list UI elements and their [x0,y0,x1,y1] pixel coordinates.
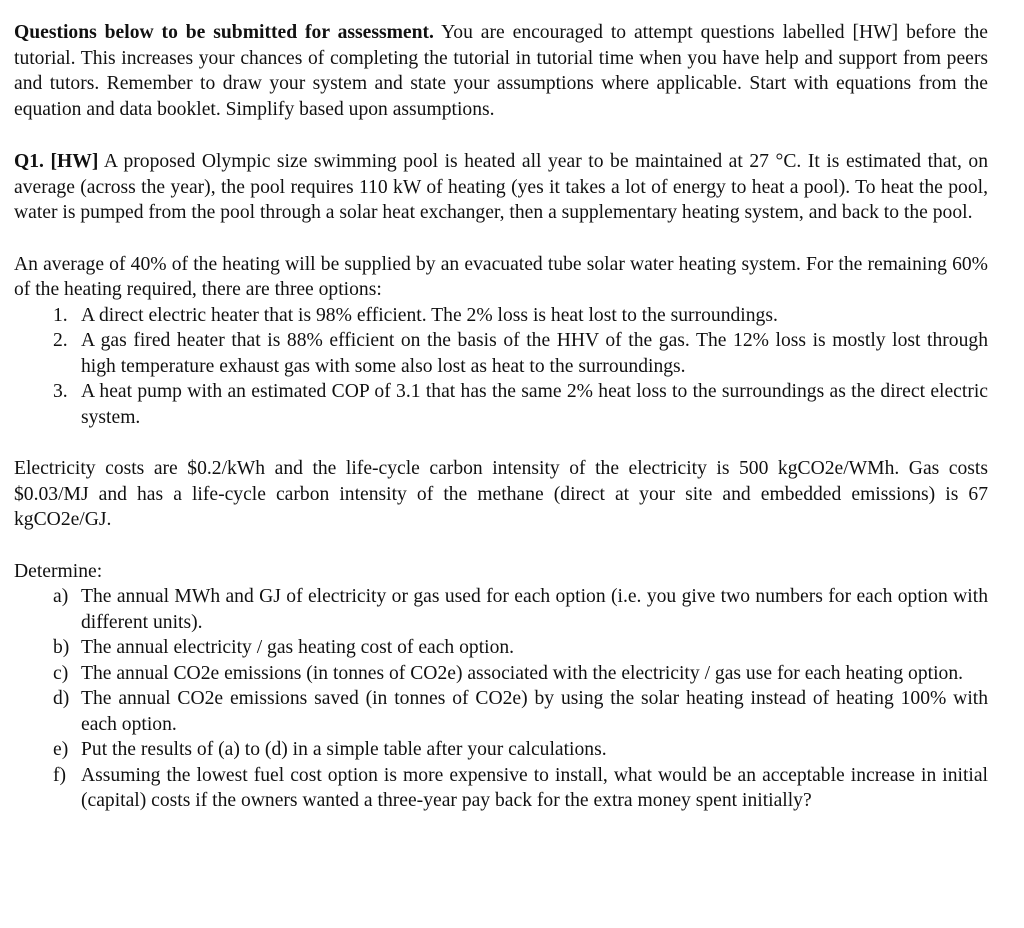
option-number: 3. [53,381,68,402]
part-item [14,686,988,737]
option-text: A direct electric heater that is 98% efficient. The 2% loss is heat lost to the surroundings. [81,304,778,326]
part-item [14,635,988,661]
intro-text: You are encouraged to attempt questions labelled [HW] before the tutorial. This increases your chances of completing the tutorial in tutorial time when you have help and support from peers and tutors. Remember to draw your system and state your assumptions where applicable. Start with equations from the equation and data booklet. Simplify based upon assumptions. [14,22,988,120]
part-label: a) [53,586,69,607]
part-item [14,763,988,814]
determine-heading: Determine: [14,560,103,582]
part-text: The annual electricity / gas heating cost of each option. [81,637,515,658]
option-number: 1. [53,304,68,326]
question-1-paragraph [14,149,988,226]
question-1-text: A proposed Olympic size swimming pool is heated all year to be maintained at 27 °C. It is estimated that, on average (across the year), the pool requires 110 kW of heating (yes it takes a lot of energy to heat a pool). To heat the pool, water is pumped from the pool through a solar heat exchanger, then a supplementary heating system, and back to the pool. [14,151,989,223]
part-label: f) [53,764,67,786]
part-item [14,584,988,635]
options-intro: An average of 40% of the heating will be supplied by an evacuated tube solar water heating system. For the remaining 60% of the heating required, there are three options: [14,253,988,300]
part-text: The annual CO2e emissions saved (in tonnes of CO2e) by using the solar heating instead of heating 100% with each option. [81,688,988,735]
option-number: 2. [53,330,68,351]
parts-list [14,584,988,814]
option-item [14,303,988,329]
option-text: A heat pump with an estimated COP of 3.1 that has the same 2% heat loss to the surroundings as the direct electric system. [81,381,988,428]
part-label: b) [53,637,70,658]
part-text: The annual MWh and GJ of electricity or gas used for each option (i.e. you give two numbers for each option with different units). [81,586,988,633]
part-label: c) [53,662,69,684]
option-item [14,328,988,379]
part-label: d) [53,688,70,709]
part-text: The annual CO2e emissions (in tonnes of CO2e) associated with the electricity / gas use for each heating option. [81,662,964,684]
options-list [14,303,988,431]
question-1-label: Q1. [HW] [14,151,99,172]
option-text: A gas fired heater that is 88% efficient on the basis of the HHV of the gas. The 12% loss is mostly lost through high temperature exhaust gas with some also lost as heat to the surroundings. [81,330,988,377]
intro-paragraph [14,20,988,122]
part-item [14,661,988,687]
part-item [14,737,988,763]
part-label: e) [53,739,69,760]
part-text: Assuming the lowest fuel cost option is more expensive to install, what would be an acceptable increase in initial (capital) costs if the owners wanted a three-year pay back for the extra money spent initially? [81,764,988,811]
part-text: Put the results of (a) to (d) in a simple table after your calculations. [81,739,607,760]
costs-paragraph: Electricity costs are $0.2/kWh and the life-cycle carbon intensity of the electricity is 500 kgCO2e/WMh. Gas costs $0.03/MJ and has a life-cycle carbon intensity of the methane (direct at your site and embedded emissions) is 67 kgCO2e/GJ. [14,458,988,530]
intro-bold-heading: Questions below to be submitted for assessment. [14,22,434,43]
option-item [14,379,988,430]
